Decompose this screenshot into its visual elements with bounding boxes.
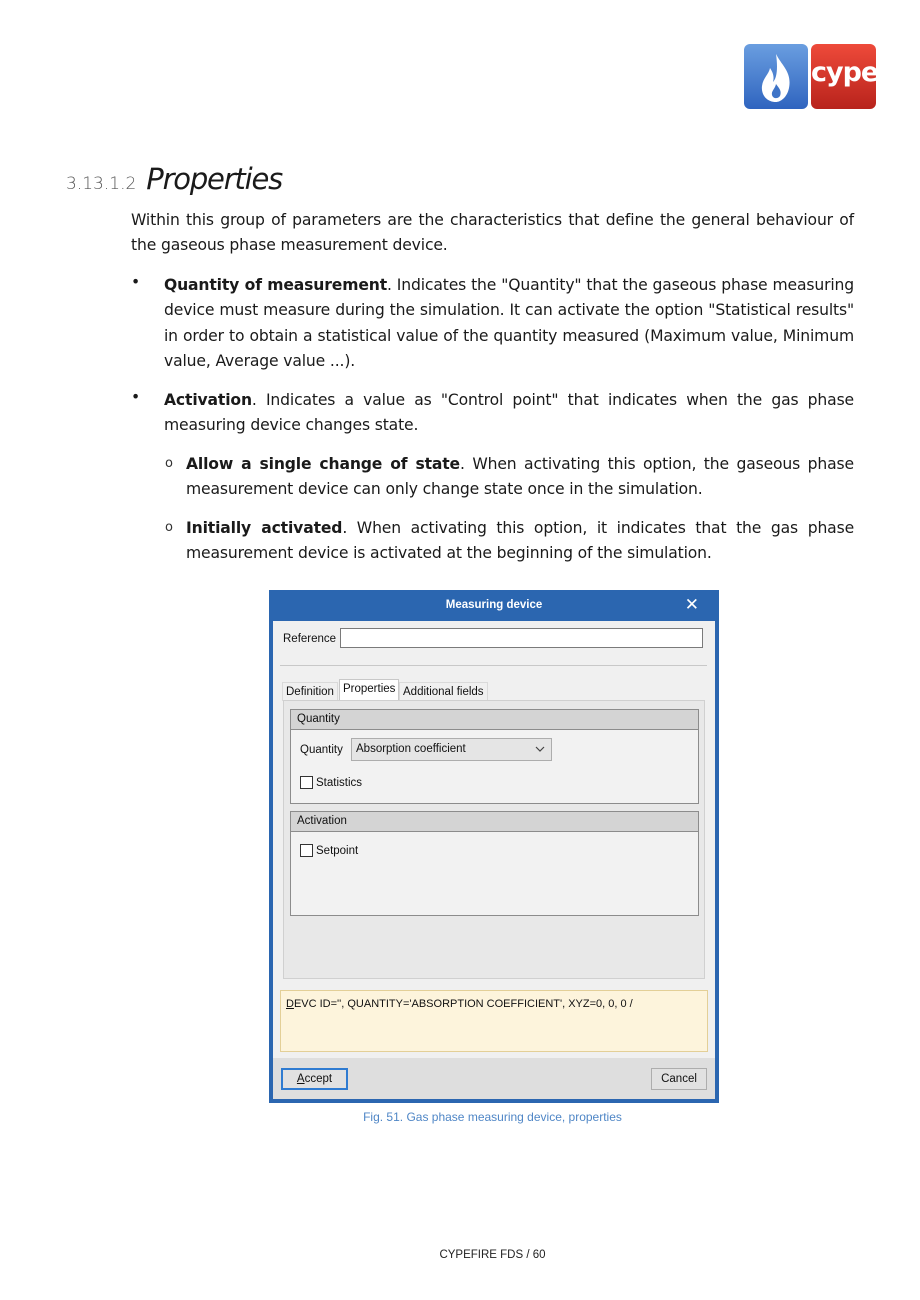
statistics-label: Statistics: [316, 776, 363, 789]
flame-icon: [744, 44, 808, 109]
section-number: 3.13.1.2: [66, 174, 137, 194]
cype-logo-tile: [811, 44, 879, 109]
quantity-group: [290, 709, 699, 804]
section-heading: [66, 162, 282, 196]
close-icon[interactable]: ✕: [684, 595, 699, 615]
bullet-activation: [164, 388, 854, 439]
bullet-text: . Indicates a value as "Control point" that indicates when the gas phase measuring device changes state.: [164, 391, 854, 435]
checkbox-box[interactable]: [300, 844, 313, 857]
tab-definition[interactable]: Definition: [282, 682, 338, 701]
accept-button[interactable]: [281, 1068, 348, 1090]
tab-additional-fields[interactable]: Additional fields: [399, 682, 488, 701]
accept-mnemonic: A: [296, 1073, 305, 1085]
sub-bullet-text: . When activating this option, the gaseous phase measurement device can only change state once in the simulation.: [186, 455, 854, 499]
bullet-bold: Quantity of measurement: [164, 276, 388, 294]
quantity-select-value: Absorption coefficient: [356, 743, 466, 755]
checkbox-box[interactable]: [300, 776, 313, 789]
accept-label: ccept: [304, 1073, 333, 1085]
quantity-select[interactable]: [351, 738, 552, 761]
setpoint-label: Setpoint: [316, 844, 359, 857]
properties-panel: [283, 700, 705, 979]
setpoint-checkbox[interactable]: [300, 844, 358, 857]
bullet-marker: •: [131, 273, 141, 291]
separator: [280, 665, 707, 666]
statistics-checkbox[interactable]: [300, 776, 362, 789]
sub-bullet-initially-activated: [186, 516, 854, 567]
section-title: Properties: [146, 162, 283, 196]
cype-logo: [744, 44, 879, 109]
cype-wordmark: cype: [811, 57, 879, 88]
intro-paragraph: Within this group of parameters are the characteristics that define the general behaviour of the gaseous phase measurement device.: [131, 211, 854, 255]
chevron-down-icon: [535, 739, 545, 768]
bullet-marker: •: [131, 388, 141, 406]
sub-bullet-text: . When activating this option, it indicates that the gas phase measurement device is activated at the beginning of the simulation.: [186, 519, 855, 563]
sub-bullet-marker: o: [165, 520, 173, 535]
dialog-title: Measuring device: [445, 599, 543, 611]
reference-label: Reference: [283, 633, 337, 645]
code-first-char: D: [286, 998, 294, 1010]
cancel-button[interactable]: Cancel: [651, 1068, 707, 1090]
reference-input[interactable]: [340, 628, 703, 648]
flame-logo-tile: [744, 44, 808, 109]
sub-bullet-bold: Initially activated: [186, 519, 343, 537]
dialog-client: [273, 621, 715, 1099]
sub-bullet-bold: Allow a single change of state: [186, 455, 460, 473]
dialog-titlebar: [269, 590, 719, 621]
page-footer: CYPEFIRE FDS / 60: [439, 1249, 546, 1261]
tab-properties[interactable]: Properties: [339, 679, 399, 701]
quantity-label: Quantity: [300, 744, 343, 756]
bullet-quantity-of-measurement: [164, 273, 854, 374]
dialog-footer: [273, 1058, 715, 1099]
bullet-bold: Activation: [164, 391, 252, 409]
fds-code-preview: [280, 990, 708, 1052]
sub-bullet-marker: o: [165, 456, 173, 471]
sub-bullet-single-change: [186, 452, 854, 503]
bullet-text: . Indicates the "Quantity" that the gaseous phase measuring device must measure during the simulation. It can activate the option "Statistical results" in order to obtain a statistical value of the quantity measured (Maximum value, Minimum value, Average value ...).: [164, 276, 854, 370]
quantity-group-header: Quantity: [291, 710, 698, 730]
code-text: EVC ID='', QUANTITY='ABSORPTION COEFFICIENT', XYZ=0, 0, 0 /: [293, 998, 633, 1010]
measuring-device-dialog: [269, 590, 719, 1103]
figure-caption: Fig. 51. Gas phase measuring device, properties: [363, 1110, 622, 1124]
activation-group-header: Activation: [291, 812, 698, 832]
activation-group: [290, 811, 699, 916]
